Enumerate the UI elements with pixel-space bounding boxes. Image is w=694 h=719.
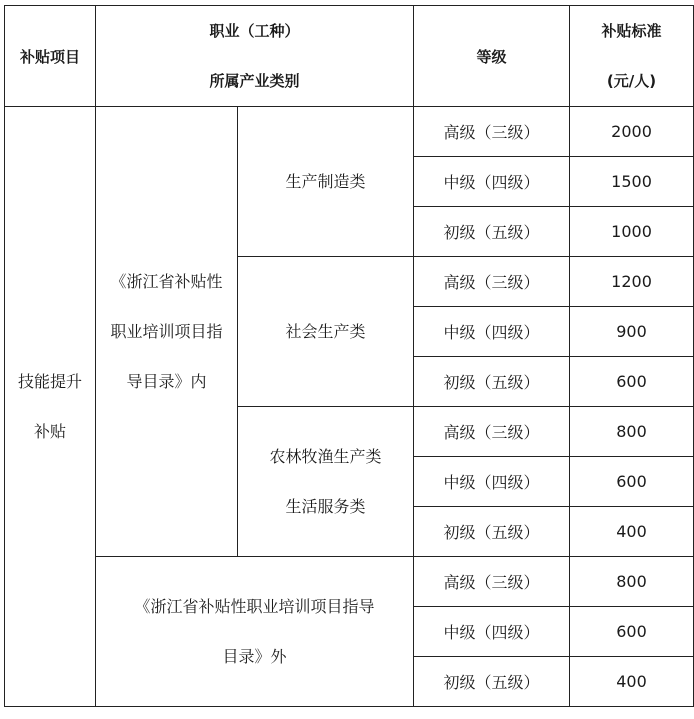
amount-cell: 1200 — [570, 257, 694, 307]
amount-cell: 1500 — [570, 157, 694, 207]
amount-cell: 400 — [570, 507, 694, 557]
amount-cell: 2000 — [570, 107, 694, 157]
amount-cell: 600 — [570, 607, 694, 657]
category-cell: 农林牧渔生产类 生活服务类 — [238, 407, 414, 557]
project-name-cell: 技能提升 补贴 — [5, 107, 96, 707]
amount-cell: 600 — [570, 457, 694, 507]
category-cell: 社会生产类 — [238, 257, 414, 407]
subsidy-table — [4, 5, 694, 707]
amount-cell: 1000 — [570, 207, 694, 257]
header-occupation: 职业（工种） 所属产业类别 — [96, 6, 414, 107]
level-cell: 初级（五级） — [414, 507, 570, 557]
amount-cell: 600 — [570, 357, 694, 407]
level-cell: 中级（四级） — [414, 607, 570, 657]
level-cell: 高级（三级） — [414, 407, 570, 457]
level-cell: 中级（四级） — [414, 307, 570, 357]
amount-cell: 900 — [570, 307, 694, 357]
level-cell: 初级（五级） — [414, 357, 570, 407]
level-cell: 高级（三级） — [414, 557, 570, 607]
level-cell: 初级（五级） — [414, 657, 570, 707]
table-row — [5, 557, 694, 607]
header-project: 补贴项目 — [5, 6, 96, 107]
level-cell: 初级（五级） — [414, 207, 570, 257]
inside-catalog-cell: 《浙江省补贴性 职业培训项目指 导目录》内 — [96, 107, 238, 557]
amount-cell: 800 — [570, 407, 694, 457]
amount-cell: 800 — [570, 557, 694, 607]
level-cell: 中级（四级） — [414, 157, 570, 207]
level-cell: 高级（三级） — [414, 107, 570, 157]
header-level: 等级 — [414, 6, 570, 107]
amount-cell: 400 — [570, 657, 694, 707]
level-cell: 中级（四级） — [414, 457, 570, 507]
category-cell: 生产制造类 — [238, 107, 414, 257]
header-standard: 补贴标准 (元/人) — [570, 6, 694, 107]
outside-catalog-cell: 《浙江省补贴性职业培训项目指导 目录》外 — [96, 557, 414, 707]
header-row — [5, 6, 694, 107]
table-row — [5, 107, 694, 157]
level-cell: 高级（三级） — [414, 257, 570, 307]
